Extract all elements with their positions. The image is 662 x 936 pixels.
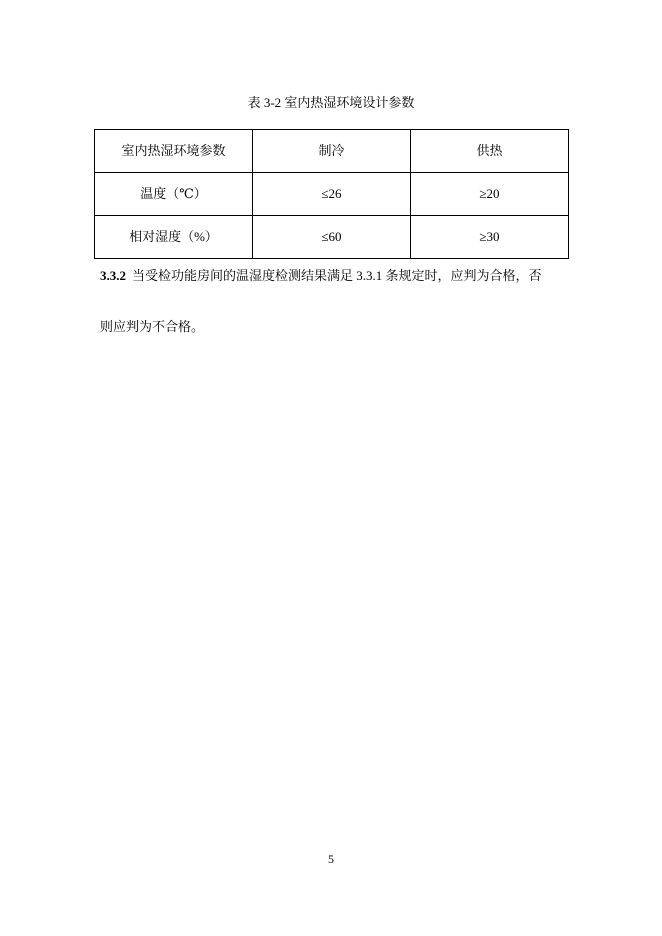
table-cell: ≥20 bbox=[411, 173, 569, 216]
table-header-cell: 供热 bbox=[411, 130, 569, 173]
page-number: 5 bbox=[328, 852, 334, 866]
design-parameters-table bbox=[94, 129, 569, 259]
clause-text-line-2: 则应判为不合格。 bbox=[100, 319, 205, 334]
table-header-row bbox=[95, 130, 569, 173]
table-header-cell: 制冷 bbox=[253, 130, 411, 173]
clause-paragraph-continuation bbox=[100, 318, 570, 336]
clause-number: 3.3.2 bbox=[100, 268, 126, 283]
table-cell: 相对湿度（%） bbox=[95, 216, 253, 259]
table-row bbox=[95, 173, 569, 216]
table-header-cell: 室内热湿环境参数 bbox=[95, 130, 253, 173]
table-cell: ≤60 bbox=[253, 216, 411, 259]
table-cell: ≤26 bbox=[253, 173, 411, 216]
clause-text-line-1: 当受检功能房间的温湿度检测结果满足 3.3.1 条规定时，应判为合格，否 bbox=[132, 268, 542, 283]
table-caption: 表 3-2 室内热湿环境设计参数 bbox=[247, 95, 415, 110]
clause-paragraph bbox=[100, 267, 570, 285]
table-cell: 温度（℃） bbox=[95, 173, 253, 216]
table-cell: ≥30 bbox=[411, 216, 569, 259]
table-row bbox=[95, 216, 569, 259]
